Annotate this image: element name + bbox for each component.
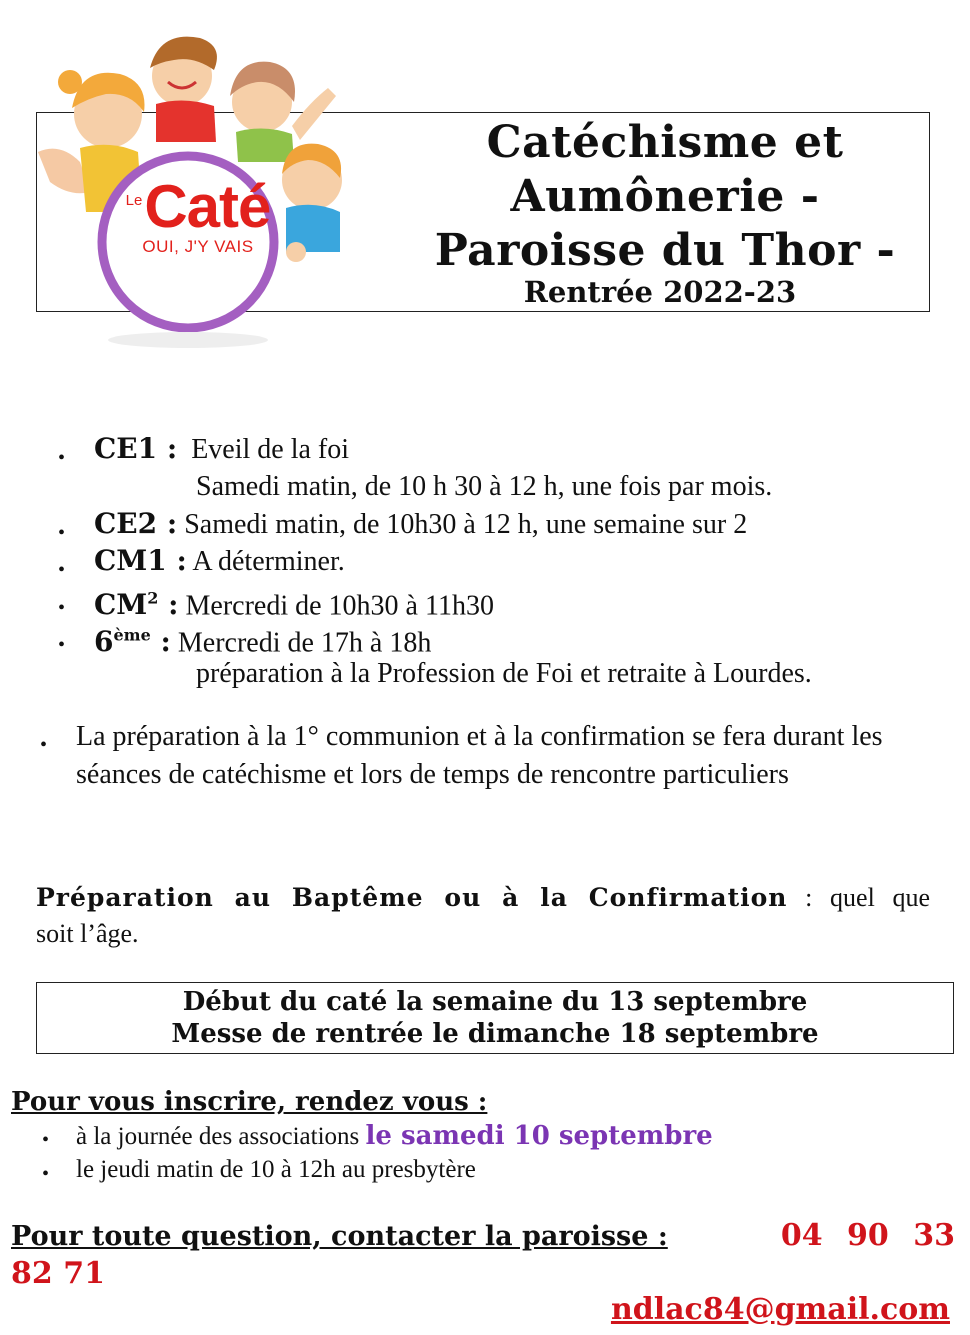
bullet-icon: • xyxy=(58,559,66,581)
title-line-2: Aumônerie - xyxy=(510,171,820,222)
level-text: Samedi matin, de 10h30 à 12 h, une semaine sur 2 xyxy=(184,509,748,540)
level-label: $CM^2$ : xyxy=(94,588,179,622)
level-text: A déterminer. xyxy=(192,546,345,577)
bullet-icon: • xyxy=(58,597,66,619)
level-label: CE2 : xyxy=(94,507,178,540)
logo-le: Le xyxy=(125,192,143,209)
contact-heading: Pour toute question, contacter la paroisse : xyxy=(11,1221,668,1252)
registration-item-text: à la journée des associations xyxy=(76,1123,366,1150)
logo-wordmark xyxy=(118,172,278,282)
title-line-3: Paroisse du Thor - xyxy=(434,225,896,276)
level-label: 6ème : xyxy=(94,625,171,659)
level-text: Mercredi de 10h30 à 11h30 xyxy=(185,590,494,622)
level-item-ce1-detail: Samedi matin, de 10 h 30 à 12 h, une fois par mois. xyxy=(196,471,773,502)
level-label: CE1 : xyxy=(94,432,178,465)
registration-heading: Pour vous inscrire, rendez vous : xyxy=(11,1087,488,1117)
baptism-text-b: soit l’âge. xyxy=(36,919,139,948)
bullet-icon: • xyxy=(58,447,66,469)
level-item-6eme-detail: préparation à la Profession de Foi et retraite à Lourdes. xyxy=(196,658,812,689)
registration-item-2: le jeudi matin de 10 à 12h au presbytère xyxy=(76,1156,476,1183)
level-item-cm2 xyxy=(94,582,494,623)
baptism-heading: Préparation au Baptême ou à la Confirmation xyxy=(36,883,788,912)
level-item-ce1 xyxy=(94,432,349,467)
bullet-icon: • xyxy=(58,634,66,656)
baptism-text-a: : quel que xyxy=(787,883,930,912)
email-link[interactable]: ndlac84@gmail.com xyxy=(610,1292,950,1327)
preparation-note: La préparation à la 1° communion et à la confirmation se fera durant les séances de catéchisme et lors de temps de rencontre particuliers xyxy=(76,721,883,790)
bullet-icon: • xyxy=(40,734,48,756)
title-line-1: Catéchisme et xyxy=(486,117,844,168)
start-date-line: Début du caté la semaine du 13 septembre xyxy=(182,987,808,1017)
page-subtitle: Rentrée 2022-23 xyxy=(523,275,797,309)
logo-word: Caté xyxy=(144,173,271,240)
bullet-icon: • xyxy=(58,522,66,544)
phone-number-part-1: 04 90 33 xyxy=(780,1218,955,1253)
child-boy-right-illustration xyxy=(282,144,342,262)
registration-item-1 xyxy=(76,1120,713,1153)
phone-number-part-2: 82 71 xyxy=(11,1256,105,1291)
level-text: Mercredi de 17h à 18h xyxy=(177,627,432,659)
mass-date-line: Messe de rentrée le dimanche 18 septembre xyxy=(171,1019,819,1049)
bullet-icon: • xyxy=(42,1129,50,1151)
level-label: CM1 : xyxy=(94,544,187,577)
level-text: Eveil de la foi xyxy=(191,434,350,465)
level-item-6eme xyxy=(94,619,431,660)
registration-date-highlight: le samedi 10 septembre xyxy=(365,1121,713,1151)
baptism-paragraph xyxy=(36,880,930,916)
page-title xyxy=(400,116,930,278)
bullet-icon: • xyxy=(42,1163,50,1185)
level-item-cm1 xyxy=(94,544,345,579)
logo-tagline: OUI, J'Y VAIS xyxy=(142,237,254,256)
child-boy-top-illustration xyxy=(150,37,217,142)
level-item-ce2 xyxy=(94,507,747,542)
